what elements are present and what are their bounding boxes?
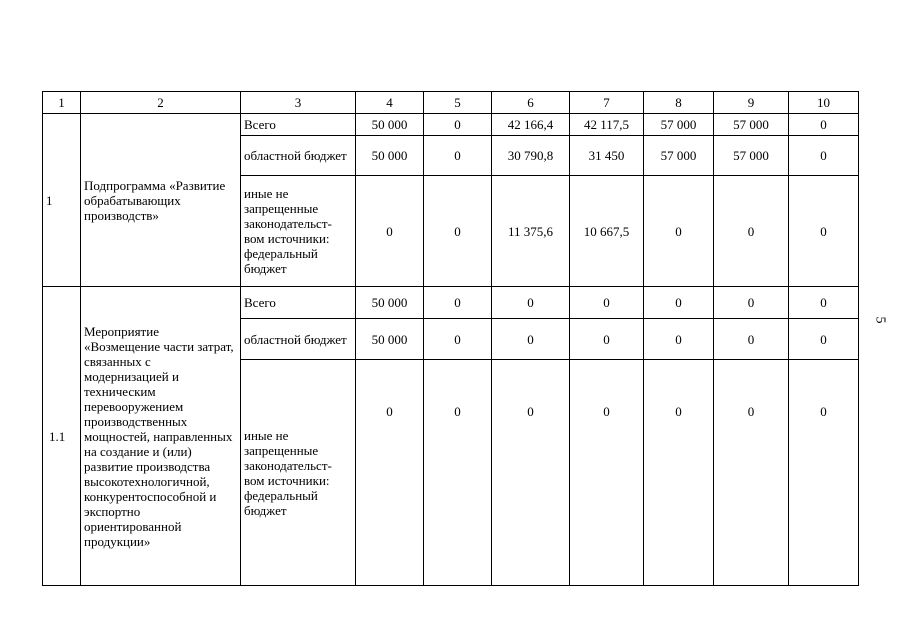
table-cell: 0 [714, 360, 789, 586]
column-header: 5 [424, 92, 492, 114]
table-cell: 50 000 [356, 287, 424, 319]
table-cell: 0 [789, 114, 859, 136]
table-cell: 0 [356, 176, 424, 287]
table-cell: 0 [424, 319, 492, 360]
table-cell: 0 [644, 287, 714, 319]
table-row [43, 114, 859, 136]
table-cell: 30 790,8 [492, 136, 570, 176]
table-cell: 0 [714, 287, 789, 319]
table-cell: 0 [789, 136, 859, 176]
row-name: Мероприятие «Возмещение части затрат, связанных с модернизацией и техническим перевооружением производственных мощностей, направленных на создание и (или) развитие производства высокотехнологичной, конкурентоспособной и экспортно ориентированной продукции» [81, 287, 241, 586]
table-cell: 0 [356, 360, 424, 586]
source-label: иные не запрещенные законодательст-вом источники: федеральный бюджет [241, 176, 356, 287]
table-cell: 0 [570, 319, 644, 360]
column-header: 7 [570, 92, 644, 114]
table-cell: 50 000 [356, 136, 424, 176]
source-label: Всего [241, 114, 356, 136]
table-cell: 0 [714, 319, 789, 360]
column-header: 10 [789, 92, 859, 114]
column-header: 9 [714, 92, 789, 114]
table-cell: 0 [644, 176, 714, 287]
table-cell: 0 [492, 360, 570, 586]
table-cell: 0 [424, 176, 492, 287]
table-cell: 0 [424, 114, 492, 136]
row-name: Подпрограмма «Развитие обрабатывающих производств» [81, 114, 241, 287]
table-cell: 42 166,4 [492, 114, 570, 136]
budget-table [42, 91, 859, 586]
header-row [43, 92, 859, 114]
column-header: 6 [492, 92, 570, 114]
table-cell: 0 [789, 176, 859, 287]
column-header: 8 [644, 92, 714, 114]
table-cell: 0 [789, 319, 859, 360]
source-label: Всего [241, 287, 356, 319]
table-cell: 0 [714, 176, 789, 287]
table-cell: 57 000 [714, 136, 789, 176]
table-cell: 0 [424, 136, 492, 176]
table-cell: 0 [424, 360, 492, 586]
page-number: 5 [872, 316, 888, 324]
table-cell: 0 [570, 287, 644, 319]
column-header: 1 [43, 92, 81, 114]
row-index: 1 [43, 114, 81, 287]
table-cell: 0 [789, 287, 859, 319]
table-cell: 57 000 [644, 114, 714, 136]
table-cell: 0 [644, 360, 714, 586]
column-header: 4 [356, 92, 424, 114]
source-label: областной бюджет [241, 136, 356, 176]
row-index: 1.1 [43, 287, 81, 586]
table-cell: 0 [424, 287, 492, 319]
column-header: 3 [241, 92, 356, 114]
source-label: областной бюджет [241, 319, 356, 360]
table-cell: 50 000 [356, 114, 424, 136]
table-cell: 11 375,6 [492, 176, 570, 287]
table-cell: 57 000 [644, 136, 714, 176]
table-cell: 50 000 [356, 319, 424, 360]
table-row [43, 287, 859, 319]
column-header: 2 [81, 92, 241, 114]
table-cell: 31 450 [570, 136, 644, 176]
source-label: иные не запрещенные законодательст-вом источники: федеральный бюджет [241, 360, 356, 586]
table-cell: 42 117,5 [570, 114, 644, 136]
table-cell: 0 [644, 319, 714, 360]
table-cell: 57 000 [714, 114, 789, 136]
table-cell: 0 [789, 360, 859, 586]
table-cell: 0 [570, 360, 644, 586]
table-cell: 0 [492, 287, 570, 319]
table-cell: 0 [492, 319, 570, 360]
table-cell: 10 667,5 [570, 176, 644, 287]
